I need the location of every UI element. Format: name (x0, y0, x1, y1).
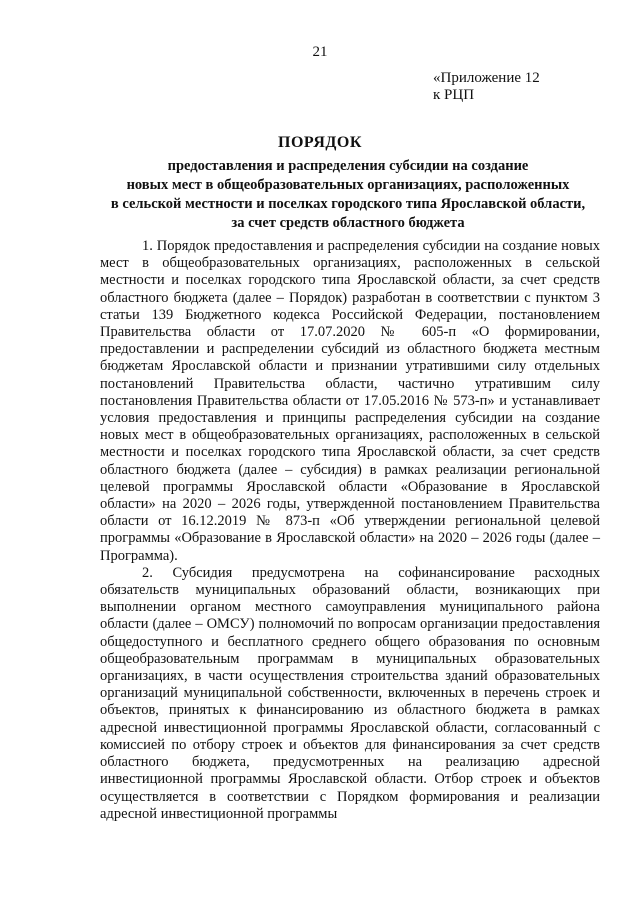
document-subtitle (96, 157, 600, 233)
appendix-line: к РЦП (433, 87, 475, 103)
document-body (100, 238, 600, 823)
document-title: ПОРЯДОК (278, 134, 362, 151)
subtitle-line: в сельской местности и поселках городского типа Ярославской области, (110, 196, 586, 212)
subtitle-line: новых мест в общеобразовательных организациях, расположенных (126, 177, 570, 193)
subtitle-line: за счет средств областного бюджета (231, 215, 465, 231)
appendix-line: «Приложение 12 (433, 70, 540, 86)
paragraph: 1. Порядок предоставления и распределения субсидии на создание новых мест в общеобразовательных организациях, расположенных в сельской местности и поселках городского типа Ярославской области, за счет средств областного бюджета (далее – Порядок) разработан в соответствии с пунктом 3 статьи 139 Бюджетного кодекса Российской Федерации, постановлением Правительства области от 17.07.2020 № 605-п «О формировании, предоставлении и распределении субсидий из областного бюджета местным бюджетам Ярославской области и признании утратившими силу отдельных постановлений Правительства области, частично утратившим силу постановления Правительства области от 17.05.2016 № 573-п» и устанавливает условия предоставления и принципы распределения субсидии на создание новых мест в общеобразовательных организациях, расположенных в сельской местности и поселках городского типа Ярославской области, за счет средств областного бюджета (далее – субсидия) в рамках реализации региональной целевой программы Ярославской области «Образование в Ярославской области» на 2020 – 2026 годы, утвержденной постановлением Правительства области от 16.12.2019 № 873-п «Об утверждении региональной целевой программы «Образование в Ярославской области» на 2020 – 2026 годы (далее – Программа). (100, 238, 600, 564)
paragraph: 2. Субсидия предусмотрена на софинансирование расходных обязательств муниципальных образований области, возникающих при выполнении органом местного самоуправления муниципального района области (далее – ОМСУ) полномочий по вопросам организации предоставления общедоступного и бесплатного среднего общего образования по основным общеобразовательным программам в муниципальных образовательных организациях, в части осуществления строительства зданий образовательных организаций муниципальной собственности, включенных в перечень строек и объектов, принятых к финансированию из областного бюджета в рамках адресной инвестиционной программы Ярославской области, согласованный с комиссией по отбору строек и объектов для финансирования за счет средств областного бюджета, предусмотренных на реализацию адресной инвестиционной программы Ярославской области. Отбор строек и объектов осуществляется в соответствии с Порядком формирования и реализации адресной инвестиционной программы (100, 564, 600, 822)
page-number: 21 (312, 44, 328, 60)
subtitle-line: предоставления и распределения субсидии на создание (167, 158, 529, 174)
appendix-reference (433, 70, 540, 104)
